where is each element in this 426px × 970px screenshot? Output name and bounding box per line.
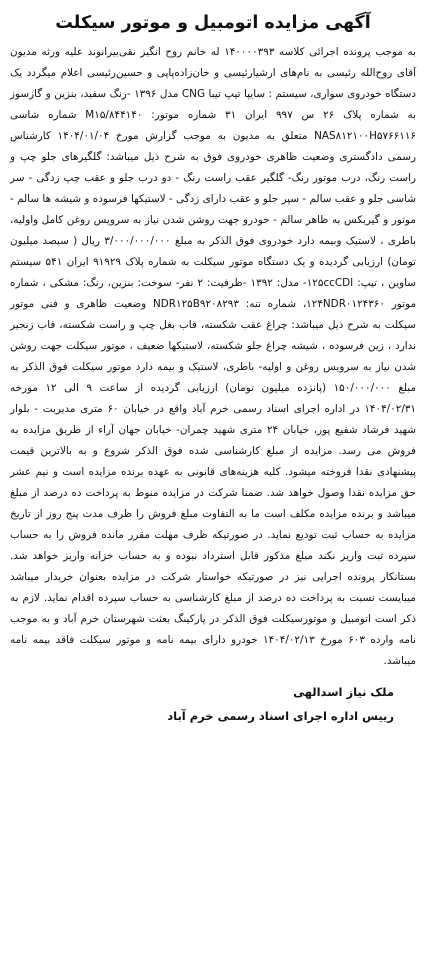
notice-body: به موجب پرونده اجرائی کلاسه ۱۴۰۰۰۰۳۹۳ له خانم روح انگیز نقی‌بیرانوند علیه ورثه مدیون آقای روح‌الله رئیسی به نام‌های ارشیارئیسی و خان‌زاده‌پاپی و حسین‌رئیسی اعلام میگردد یک دستگاه خودروی سواری، سیستم : سایپا تیپ تیبا CNG مدل ۱۳۹۶ -رنگ سفید، بنزین و گازسوز به شماره پلاک ۲۶ س ۹۹۷ ایران ۳۱ شماره موتور: M۱۵/۸۴۴۱۴۰ شماره شاسی NAS۸۱۲۱۰۰H۵۷۶۶۱۱۶ متعلق به مدیون به موجب گزارش مورخ ۱۴۰۴/۰۱/۰۴ کارشناس رسمی دادگستری وضعیت ظاهری خودروی فوق به شرح ذیل میباشد: گلگیرهای جلو چپ و راست رنگ، درب موتور رنگ- گلگیر عقب راست رنگ - دو درب جلو و عقب چپ زدگی - سر شاسی جلو و عقب سالم - سپر جلو و عقب دارای زدگی - لاستیکها فرسوده و شیشه ها سالم - موتور و گیربکس به ظاهر سالم - خودرو جهت روشن شدن نیاز به سرویس روغن کامل واولیه، باطری ، لاستیک وبیمه دارد خودروی فوق الذکر به مبلغ ۳/۰۰۰/۰۰۰/۰۰۰ ریال ( سیصد میلیون تومان) ارزیابی گردیده و یک دستگاه موتور سیکلت به شماره پلاک ۹۱۹۲۹ ایران ۵۴۱ سیستم ساوین ، تیپ: ۱۲۵ccCDI- مدل: ۱۳۹۲ -ظرفیت: ۲ نفر- سوخت: بنزین، رنگ: مشکی ، شماره موتور ۱۲۴NDR۰۱۲۴۳۶۰، شماره تنه: NDR۱۲۵B۹۲۰۸۲۹۳ وضعیت ظاهری و فنی موتور سیکلت به شرح ذیل میباشد: چراغ عقب شکسته، قاب بغل چپ و راست شکسته، قاب زنجیر ندارد ، زین فرسوده ، شیشه چراغ جلو شکسته، لاستیکها ضعیف ، موتور سیکلت جهت روشن شدن نیاز به سرویس روغن و اولیه- باطری، لاستیک و بیمه دارد موتور سیکلت فوق الذکر به مبلغ ۱۵۰/۰۰۰/۰۰۰ (پانزده میلیون تومان) ارزیابی گردیده از ساعت ۹ الی ۱۲ مورخه ۱۴۰۴/۰۲/۳۱ در اداره اجرای اسناد رسمی خرم آباد واقع در خیابان ۶۰ متری مدیریت - بلوار شهید فرشاد شفیع پور، خیابان ۲۴ متری شهید چمران- خیابان جهان آراء از طریق مزایده به فروش می رسد. مزایده از مبلغ کارشناسی شده فوق الذکر شروع و به بالاترین قیمت پیشنهادی نقدا فروخته میشود. کلیه هزینه‌های قانونی به عهده برنده مزایده است و نیم عشر حق مزایده نقدا وصول خواهد شد. ضمنا شرکت در مزایده منوط به پرداخت ده درصد از مبلغ میباشد و برنده مزایده مکلف است ما به التفاوت مبلغ فروش را ظرف مدت پنج روز از تاریخ مزایده به حساب ثبت تودیع نماید. در صورتیکه ظرف مهلت مقرر مانده فروش را به حساب سپرده ثبت واریز نکند مبلغ مذکور قابل استرداد نبوده و به حساب خزانه واریز خواهد شد. بستانکار پرونده اجرایی نیز در صورتیکه خواستار شرکت در مزایده بعنوان خریدار میباشد میبایست نسبت به پرداخت ده درصد از مبلغ کارشناسی به حساب سپرده اقدام نماید. لازم به ذکر است اتومبیل و موتورسیکلت فوق الذکر در پارکینگ بعثت شهرستان خرم آباد و به موجب نامه وارده ۶۰۳ مورخ ۱۴۰۴/۰۲/۱۳ خودرو دارای بیمه نامه و موتور سیکلت فاقد بیمه نامه میباشد. (10, 46, 417, 667)
signature-block (10, 680, 416, 728)
notice-title: آگهی مزایده اتومبیل و موتور سیکلت (55, 13, 371, 33)
signature-name: ملک نیاز اسدالهی (293, 685, 394, 699)
signature-role: رییس اداره اجرای اسناد رسمی خرم آباد (167, 709, 394, 723)
